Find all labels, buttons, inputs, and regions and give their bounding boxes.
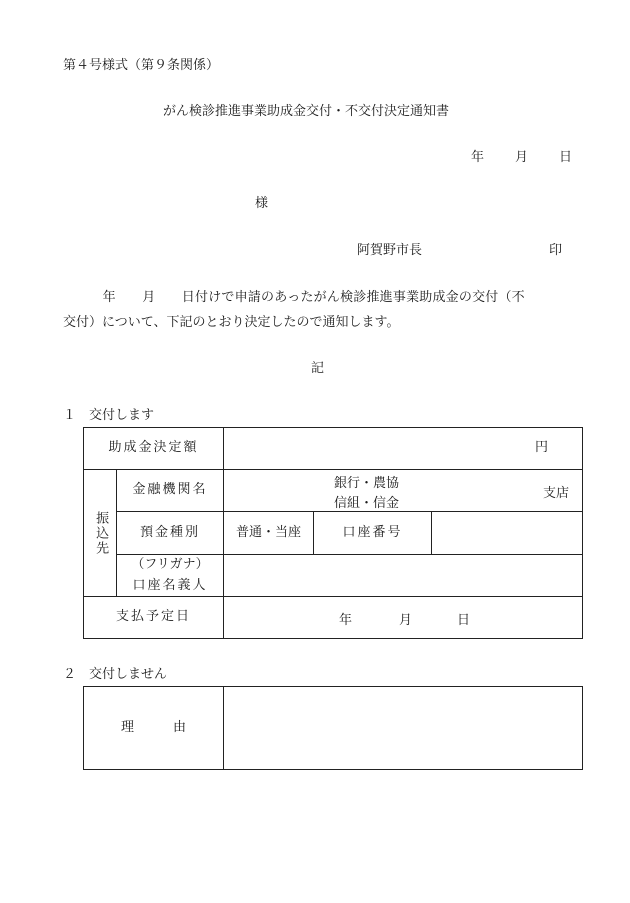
bank-type-line-2: 信組・信金 <box>334 496 400 512</box>
amount-field[interactable] <box>224 428 583 470</box>
account-number-label: 口座番号 <box>314 512 432 555</box>
grant-table <box>83 427 583 639</box>
seal-mark: 印 <box>549 243 563 258</box>
section-2-heading: ２ 交付しません <box>63 667 168 682</box>
date-month: 月 <box>515 150 529 165</box>
reason-table <box>83 686 583 770</box>
addressee-suffix: 様 <box>255 196 269 211</box>
account-number-field[interactable] <box>432 512 583 555</box>
transfer-label: 振込先 <box>84 470 117 597</box>
reason-field[interactable] <box>224 687 583 770</box>
sender-name: 阿賀野市長 <box>357 243 423 258</box>
amount-label: 助成金決定額 <box>84 428 224 470</box>
section-1-heading: １ 交付します <box>63 408 155 423</box>
document-title: がん検診推進事業助成金交付・不交付決定通知書 <box>163 104 450 119</box>
bank-type-line-1: 銀行・農協 <box>334 476 400 491</box>
amount-unit: 円 <box>534 440 548 456</box>
branch-label: 支店 <box>542 486 569 501</box>
account-holder-label <box>117 555 224 597</box>
bank-field[interactable] <box>224 470 583 512</box>
payment-day: 日 <box>457 613 471 628</box>
date-day: 日 <box>559 150 573 165</box>
account-holder-name-label: 口座名義人 <box>132 577 208 593</box>
deposit-type-field[interactable]: 普通・当座 <box>224 512 314 555</box>
payment-month: 月 <box>399 613 413 628</box>
reason-label: 理 由 <box>84 687 224 770</box>
body-line-1: 年 月 日付けで申請のあったがん検診推進事業助成金の交付（不 <box>63 290 525 305</box>
ki-marker: 記 <box>311 361 325 376</box>
payment-date-label: 支払予定日 <box>84 597 224 639</box>
account-holder-furigana: （フリガナ） <box>131 557 209 573</box>
form-number: 第４号様式（第９条関係） <box>63 58 220 73</box>
body-line-2: 交付）について、下記のとおり決定したので通知します。 <box>63 315 400 330</box>
deposit-type-label: 預金種別 <box>117 512 224 555</box>
payment-year: 年 <box>339 613 353 628</box>
bank-label: 金融機関名 <box>117 470 224 512</box>
bank-type-options <box>334 474 399 514</box>
payment-date-field[interactable] <box>224 597 583 639</box>
account-holder-field[interactable] <box>224 555 583 597</box>
date-year: 年 <box>471 150 485 165</box>
